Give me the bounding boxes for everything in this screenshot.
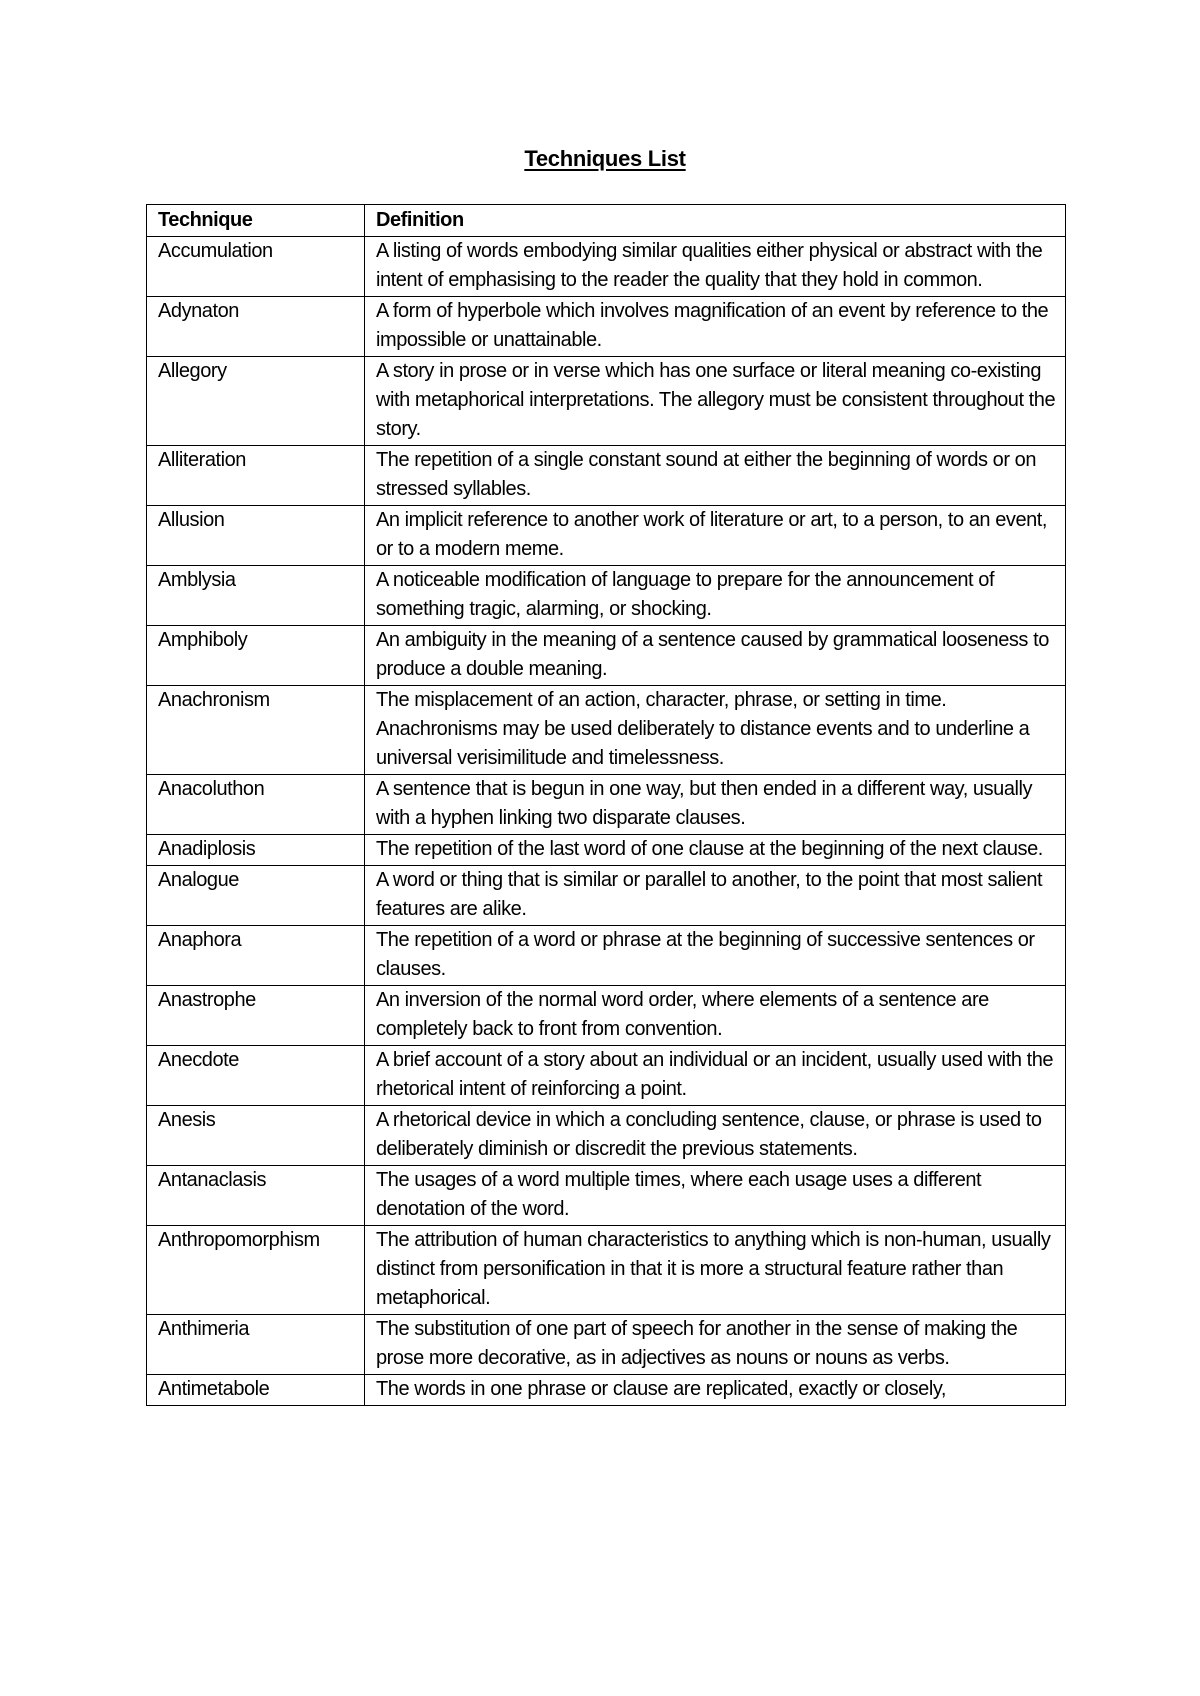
technique-cell: Analogue: [147, 866, 365, 926]
definition-cell: The substitution of one part of speech for another in the sense of making the prose more decorative, as in adjectives as nouns or nouns as verbs.: [365, 1315, 1066, 1375]
technique-cell: Adynaton: [147, 297, 365, 357]
table-row: [147, 1315, 1066, 1375]
table-row: [147, 1046, 1066, 1106]
table-row: [147, 1166, 1066, 1226]
table-row: [147, 237, 1066, 297]
table-row: [147, 297, 1066, 357]
technique-cell: Amblysia: [147, 566, 365, 626]
table-row: [147, 1106, 1066, 1166]
technique-cell: Anadiplosis: [147, 835, 365, 866]
definition-cell: A form of hyperbole which involves magnification of an event by reference to the impossible or unattainable.: [365, 297, 1066, 357]
technique-cell: Anacoluthon: [147, 775, 365, 835]
technique-cell: Anesis: [147, 1106, 365, 1166]
techniques-table: [146, 204, 1066, 1406]
technique-cell: Anthropomorphism: [147, 1226, 365, 1315]
definition-cell: The misplacement of an action, character, phrase, or setting in time. Anachronisms may be used deliberately to distance events and to underline a universal verisimilitude and timelessness.: [365, 686, 1066, 775]
technique-cell: Anecdote: [147, 1046, 365, 1106]
technique-cell: Anastrophe: [147, 986, 365, 1046]
definition-cell: A noticeable modification of language to prepare for the announcement of something tragic, alarming, or shocking.: [365, 566, 1066, 626]
technique-cell: Amphiboly: [147, 626, 365, 686]
definition-cell: An ambiguity in the meaning of a sentence caused by grammatical looseness to produce a double meaning.: [365, 626, 1066, 686]
definition-cell: A word or thing that is similar or parallel to another, to the point that most salient features are alike.: [365, 866, 1066, 926]
technique-cell: Antimetabole: [147, 1375, 365, 1406]
technique-cell: Alliteration: [147, 446, 365, 506]
definition-cell: An implicit reference to another work of literature or art, to a person, to an event, or to a modern meme.: [365, 506, 1066, 566]
definition-cell: A story in prose or in verse which has one surface or literal meaning co-existing with metaphorical interpretations. The allegory must be consistent throughout the story.: [365, 357, 1066, 446]
technique-cell: Accumulation: [147, 237, 365, 297]
technique-cell: Anthimeria: [147, 1315, 365, 1375]
table-row: [147, 357, 1066, 446]
definition-cell: A sentence that is begun in one way, but then ended in a different way, usually with a hyphen linking two disparate clauses.: [365, 775, 1066, 835]
table-row: [147, 986, 1066, 1046]
definition-cell: The words in one phrase or clause are replicated, exactly or closely,: [365, 1375, 1066, 1406]
table-row: [147, 626, 1066, 686]
technique-cell: Allegory: [147, 357, 365, 446]
table-row: [147, 1375, 1066, 1406]
header-definition: Definition: [365, 205, 1066, 237]
technique-cell: Anaphora: [147, 926, 365, 986]
technique-cell: Anachronism: [147, 686, 365, 775]
definition-cell: The repetition of the last word of one clause at the beginning of the next clause.: [365, 835, 1066, 866]
table-row: [147, 866, 1066, 926]
definition-cell: The repetition of a word or phrase at the beginning of successive sentences or clauses.: [365, 926, 1066, 986]
table-row: [147, 506, 1066, 566]
page-title: Techniques List: [524, 146, 686, 171]
definition-cell: A rhetorical device in which a concluding sentence, clause, or phrase is used to deliberately diminish or discredit the previous statements.: [365, 1106, 1066, 1166]
table-row: [147, 686, 1066, 775]
definition-cell: The attribution of human characteristics to anything which is non-human, usually distinct from personification in that it is more a structural feature rather than metaphorical.: [365, 1226, 1066, 1315]
definition-cell: A listing of words embodying similar qualities either physical or abstract with the intent of emphasising to the reader the quality that they hold in common.: [365, 237, 1066, 297]
table-row: [147, 926, 1066, 986]
definition-cell: The usages of a word multiple times, where each usage uses a different denotation of the word.: [365, 1166, 1066, 1226]
table-row: [147, 775, 1066, 835]
definition-cell: An inversion of the normal word order, where elements of a sentence are completely back to front from convention.: [365, 986, 1066, 1046]
definition-cell: A brief account of a story about an individual or an incident, usually used with the rhetorical intent of reinforcing a point.: [365, 1046, 1066, 1106]
header-technique: Technique: [147, 205, 365, 237]
table-header-row: [147, 205, 1066, 237]
table-row: [147, 566, 1066, 626]
table-row: [147, 835, 1066, 866]
definition-cell: The repetition of a single constant sound at either the beginning of words or on stressed syllables.: [365, 446, 1066, 506]
table-row: [147, 1226, 1066, 1315]
technique-cell: Allusion: [147, 506, 365, 566]
table-row: [147, 446, 1066, 506]
technique-cell: Antanaclasis: [147, 1166, 365, 1226]
